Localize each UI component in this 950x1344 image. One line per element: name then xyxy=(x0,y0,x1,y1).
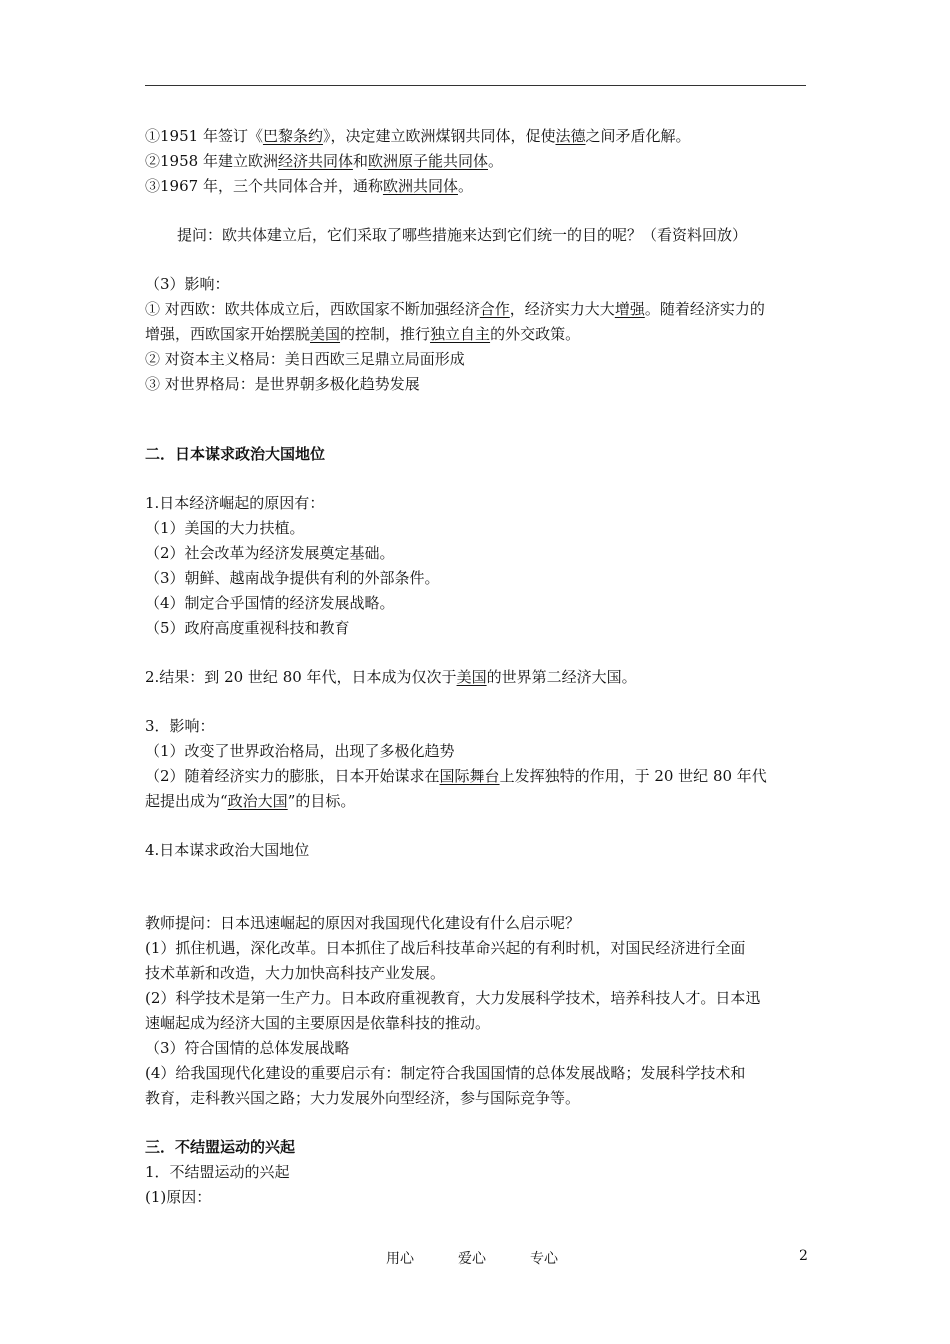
list-item: 起提出成为“政治大国”的目标。 xyxy=(145,792,356,810)
reasons-title: 1.日本经济崛起的原因有： xyxy=(145,494,325,512)
paragraph: （3）符合国情的总体发展战略 xyxy=(145,1039,350,1057)
list-item: （2）社会改革为经济发展奠定基础。 xyxy=(145,544,395,562)
section-heading: 三．不结盟运动的兴起 xyxy=(145,1138,296,1156)
header-rule xyxy=(145,85,806,86)
list-item: （1）改变了世界政治格局，出现了多极化趋势 xyxy=(145,742,455,760)
result-text: 2.结果：到 20 世纪 80 年代，日本成为仅次于美国的世界第二经济大国。 xyxy=(145,668,637,686)
paragraph: 增强，西欧国家开始摆脱美国的控制，推行独立自主的外交政策。 xyxy=(145,325,581,343)
list-item: （4）制定合乎国情的经济发展战略。 xyxy=(145,594,395,612)
list-item: （5）政府高度重视科技和教育 xyxy=(145,619,350,637)
section-heading: 二．日本谋求政治大国地位 xyxy=(145,445,326,463)
paragraph: ② 对资本主义格局：美日西欧三足鼎立局面形成 xyxy=(145,350,465,368)
paragraph: ①1951 年签订《巴黎条约》，决定建立欧洲煤钢共同体，促使法德之间矛盾化解。 xyxy=(145,127,691,145)
paragraph: ②1958 年建立欧洲经济共同体和欧洲原子能共同体。 xyxy=(145,152,504,170)
paragraph: ① 对西欧：欧共体成立后，西欧国家不断加强经济合作，经济实力大大增强。随着经济实力的 xyxy=(145,300,765,318)
paragraph: 技术革新和改造，大力加快高科技产业发展。 xyxy=(145,964,446,982)
paragraph: 教育，走科教兴国之路；大力发展外向型经济，参与国际竞争等。 xyxy=(145,1089,581,1107)
subheading: 1．不结盟运动的兴起 xyxy=(145,1163,290,1181)
item-4: 4.日本谋求政治大国地位 xyxy=(145,841,310,859)
paragraph: 速崛起成为经济大国的主要原因是依靠科技的推动。 xyxy=(145,1014,491,1032)
impact-title: （3）影响： xyxy=(145,275,230,293)
document-body xyxy=(145,124,806,1210)
paragraph: (1）抓住机遇，深化改革。日本抓住了战后科技革命兴起的有利时机，对国民经济进行全面 xyxy=(145,939,746,957)
paragraph: ③ 对世界格局：是世界朝多极化趋势发展 xyxy=(145,375,420,393)
subheading: (1)原因： xyxy=(145,1188,212,1206)
list-item: （3）朝鲜、越南战争提供有利的外部条件。 xyxy=(145,569,440,587)
paragraph: (4）给我国现代化建设的重要启示有：制定符合我国国情的总体发展战略；发展科学技术和 xyxy=(145,1064,746,1082)
footer-motto: 用心 爱心 专心 xyxy=(386,1251,558,1267)
list-item: （2）随着经济实力的膨胀，日本开始谋求在国际舞台上发挥独特的作用，于 20 世纪 80 年代 xyxy=(145,767,767,785)
page-number: 2 xyxy=(799,1248,808,1264)
paragraph: ③1967 年，三个共同体合并，通称欧洲共同体。 xyxy=(145,177,473,195)
teacher-question: 教师提问：日本迅速崛起的原因对我国现代化建设有什么启示呢？ xyxy=(145,914,581,932)
paragraph: (2）科学技术是第一生产力。日本政府重视教育，大力发展科学技术，培养科技人才。日本迅 xyxy=(145,989,761,1007)
list-item: （1）美国的大力扶植。 xyxy=(145,519,305,537)
effect-title: 3．影响： xyxy=(145,717,215,735)
question-text: 提问：欧共体建立后，它们采取了哪些措施来达到它们统一的目的呢？（看资料回放） xyxy=(177,226,748,244)
